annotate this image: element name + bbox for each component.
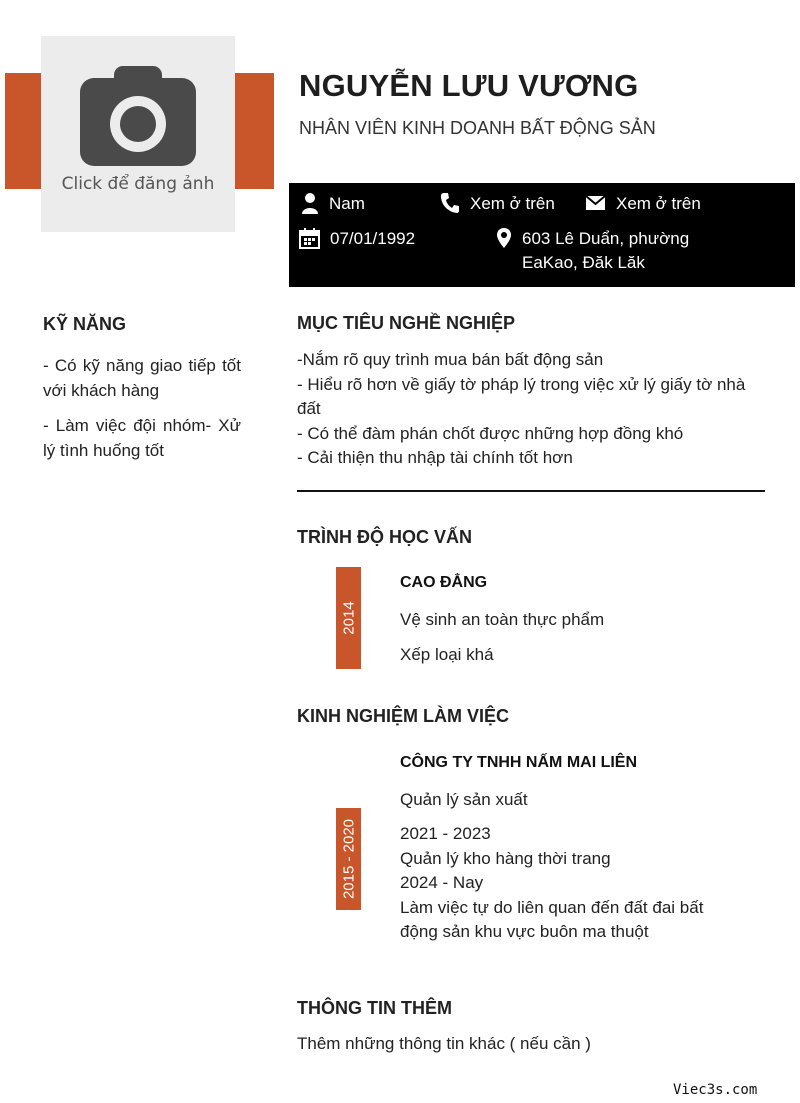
location-pin-icon — [496, 227, 512, 249]
phone-icon — [440, 192, 460, 214]
watermark: Viec3s.com — [673, 1082, 758, 1098]
objective-text — [297, 348, 767, 471]
birthdate-value: 07/01/1992 — [330, 229, 416, 248]
skills-heading: KỸ NĂNG — [43, 314, 127, 334]
education-major: Vệ sinh an toàn thực phẩm — [400, 610, 605, 629]
education-school: CAO ĐẲNG — [400, 574, 488, 591]
experience-details — [400, 822, 720, 945]
experience-detail-line: 2024 - Nay — [400, 873, 484, 892]
experience-heading: KINH NGHIỆM LÀM VIỆC — [297, 706, 510, 726]
objective-line: - Có thể đàm phán chốt được những hợp đồng khó — [297, 423, 684, 443]
education-year: 2014 — [340, 601, 357, 635]
header-accent-left — [5, 73, 41, 189]
contact-address — [496, 227, 706, 275]
more-info-heading: THÔNG TIN THÊM — [297, 998, 452, 1018]
section-divider — [297, 490, 765, 492]
education-heading: TRÌNH ĐỘ HỌC VẤN — [297, 527, 472, 547]
experience-detail-line: 2021 - 2023 — [400, 824, 491, 843]
contact-gender — [301, 192, 365, 216]
skills-list — [43, 353, 241, 473]
contact-bar — [289, 183, 795, 287]
experience-detail-line: Quản lý kho hàng thời trang — [400, 848, 611, 868]
candidate-name: NGUYỄN LƯU VƯƠNG — [299, 68, 639, 103]
experience-year-bar — [336, 808, 361, 910]
skill-item: - Làm việc đội nhóm- Xử lý tình huống tốt — [43, 416, 241, 460]
education-grade: Xếp loại khá — [400, 645, 494, 664]
objective-line: -Nắm rõ quy trình mua bán bất động sản — [297, 350, 604, 369]
header-accent-right — [235, 73, 274, 189]
contact-birthdate — [299, 227, 415, 251]
education-year-bar — [336, 567, 361, 669]
gender-value: Nam — [329, 194, 365, 213]
person-icon — [301, 192, 319, 216]
contact-email — [585, 192, 701, 216]
envelope-icon — [585, 192, 606, 214]
more-info-text: Thêm những thông tin khác ( nếu cần ) — [297, 1034, 591, 1053]
phone-value: Xem ở trên — [470, 194, 555, 213]
calendar-icon — [299, 227, 320, 249]
camera-icon — [80, 64, 196, 168]
experience-years: 2015 - 2020 — [340, 818, 357, 900]
contact-phone — [440, 192, 555, 216]
photo-upload[interactable] — [41, 36, 235, 232]
experience-detail-line: Làm việc tự do liên quan đến đất đai bất động sản khu vực buôn ma thuột — [400, 897, 704, 941]
experience-company: CÔNG TY TNHH NẤM MAI LIÊN — [400, 754, 638, 771]
objective-line: - Hiểu rõ hơn về giấy tờ pháp lý trong việc xử lý giấy tờ nhà đất — [297, 374, 746, 418]
objective-line: - Cải thiện thu nhập tài chính tốt hơn — [297, 448, 573, 467]
skill-item: - Có kỹ năng giao tiếp tốt với khách hàng — [43, 356, 241, 400]
experience-position: Quản lý sản xuất — [400, 790, 528, 809]
email-value: Xem ở trên — [616, 194, 701, 213]
job-title: NHÂN VIÊN KINH DOANH BẤT ĐỘNG SẢN — [299, 118, 656, 138]
address-value: 603 Lê Duẩn, phường EaKao, Đăk Lăk — [522, 229, 690, 272]
photo-upload-label: Click để đăng ảnh — [61, 174, 215, 194]
objective-heading: MỤC TIÊU NGHỀ NGHIỆP — [297, 313, 516, 333]
